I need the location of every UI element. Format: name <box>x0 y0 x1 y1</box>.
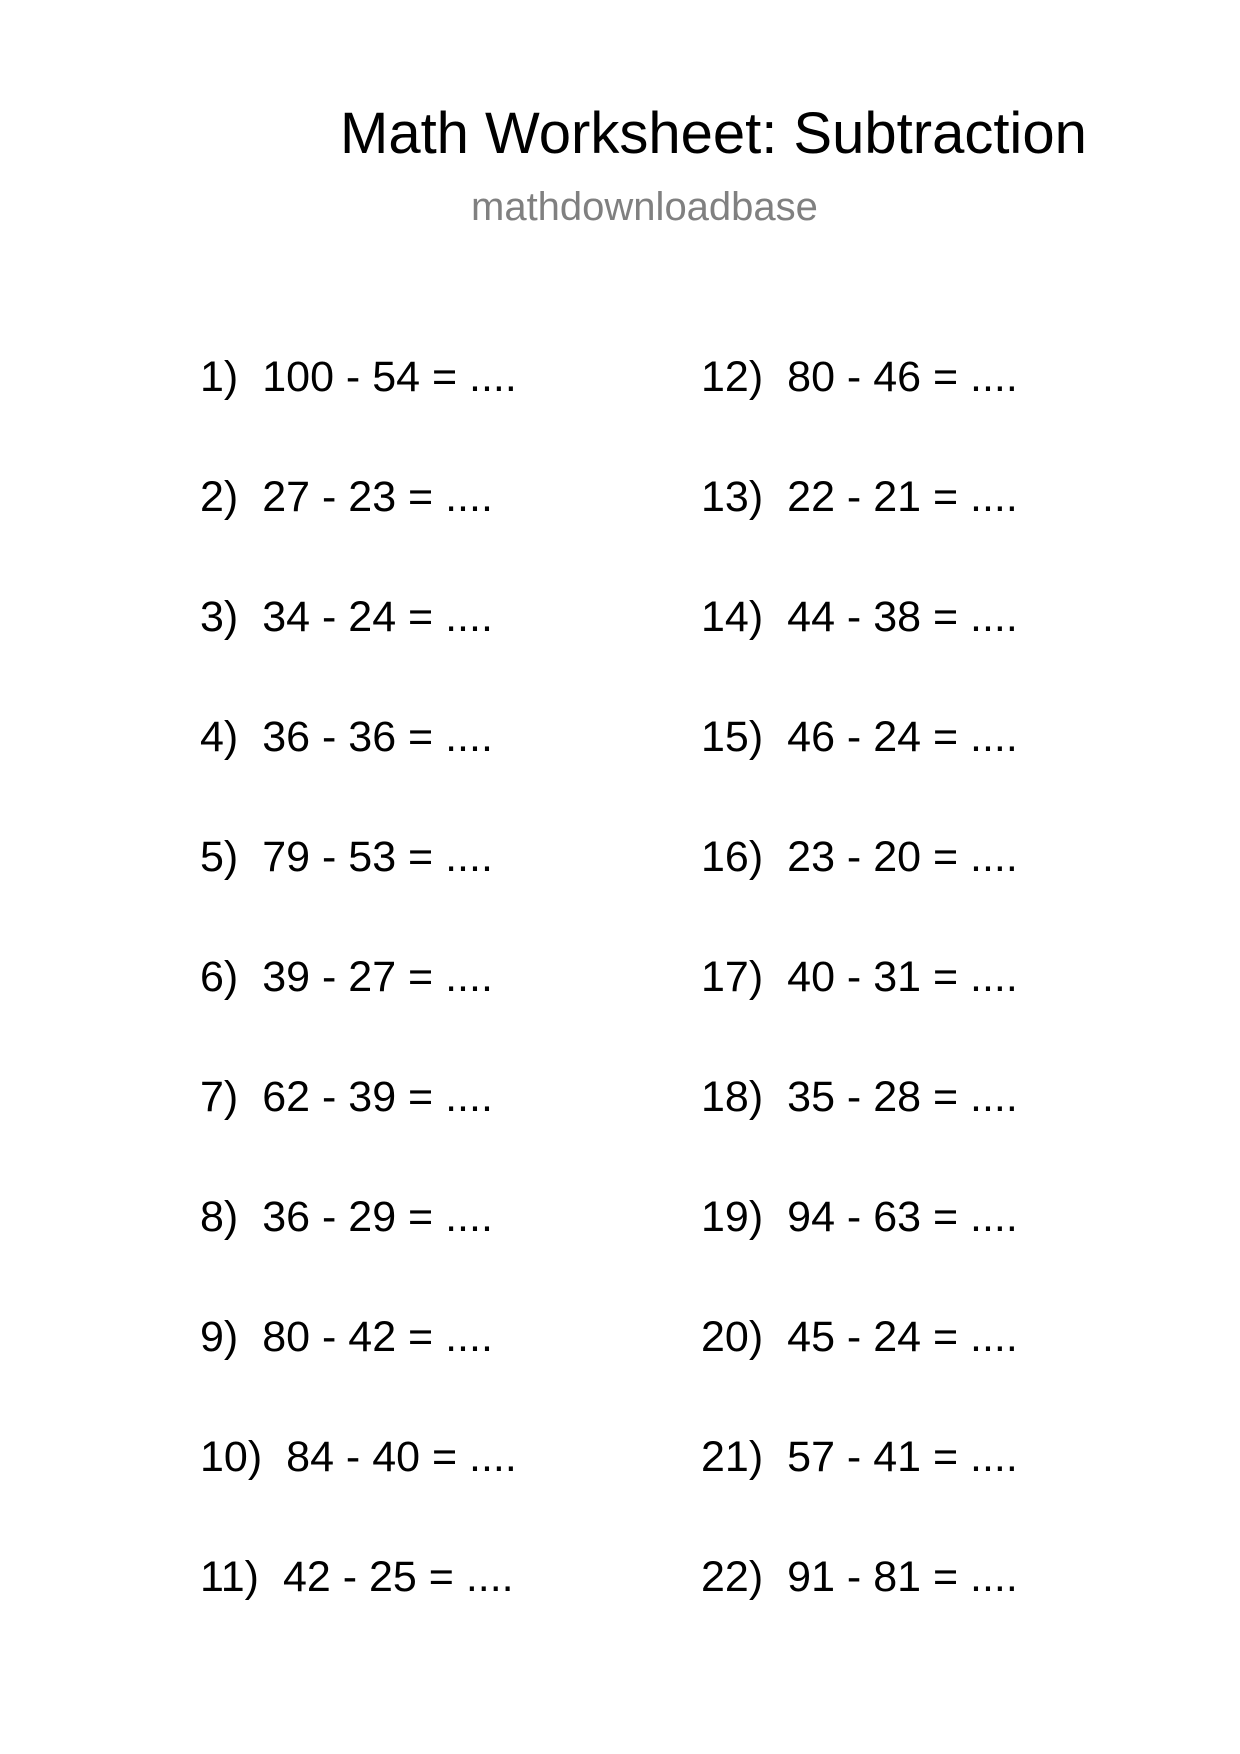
problem-item <box>200 1307 517 1427</box>
problem-expression: 57 - 41 = .... <box>787 1433 1018 1481</box>
problem-item <box>200 707 517 827</box>
problem-expression: 39 - 27 = .... <box>262 953 493 1001</box>
problem-item <box>200 1067 517 1187</box>
problem-number: 18) <box>701 1073 764 1121</box>
problem-expression: 36 - 29 = .... <box>262 1193 493 1241</box>
problem-number: 4) <box>200 713 239 761</box>
problem-expression: 100 - 54 = .... <box>262 353 517 401</box>
problem-column-left <box>200 347 517 1667</box>
problem-expression: 46 - 24 = .... <box>787 713 1018 761</box>
problem-item <box>701 347 1018 467</box>
problem-item <box>200 1187 517 1307</box>
problem-item <box>701 1307 1018 1427</box>
problem-number: 10) <box>200 1433 263 1481</box>
problem-item <box>701 1427 1018 1547</box>
problem-item <box>701 1067 1018 1187</box>
problem-expression: 79 - 53 = .... <box>262 833 493 881</box>
problem-column-right <box>701 347 1018 1667</box>
problem-number: 12) <box>701 353 764 401</box>
problem-expression: 94 - 63 = .... <box>787 1193 1018 1241</box>
page-subtitle: mathdownloadbase <box>471 185 818 229</box>
problem-expression: 44 - 38 = .... <box>787 593 1018 641</box>
problem-expression: 22 - 21 = .... <box>787 473 1018 521</box>
problem-number: 19) <box>701 1193 764 1241</box>
problem-expression: 62 - 39 = .... <box>262 1073 493 1121</box>
problem-item <box>701 587 1018 707</box>
problem-item <box>200 1427 517 1547</box>
problem-item <box>200 827 517 947</box>
problem-expression: 42 - 25 = .... <box>282 1553 514 1601</box>
problem-item <box>701 1187 1018 1307</box>
problem-number: 5) <box>200 833 239 881</box>
problem-item <box>701 827 1018 947</box>
problem-expression: 80 - 46 = .... <box>787 353 1018 401</box>
problem-number: 8) <box>200 1193 239 1241</box>
problem-expression: 35 - 28 = .... <box>787 1073 1018 1121</box>
problem-expression: 84 - 40 = .... <box>286 1433 517 1481</box>
problem-expression: 80 - 42 = .... <box>262 1313 493 1361</box>
problem-expression: 34 - 24 = .... <box>262 593 493 641</box>
problem-number: 2) <box>200 473 239 521</box>
problem-item <box>701 707 1018 827</box>
problem-expression: 27 - 23 = .... <box>262 473 493 521</box>
page-title: Math Worksheet: Subtraction <box>340 101 1087 166</box>
problem-item <box>701 467 1018 587</box>
problem-number: 9) <box>200 1313 239 1361</box>
problem-item <box>200 947 517 1067</box>
problem-number: 17) <box>701 953 764 1001</box>
problem-item <box>200 347 517 467</box>
problem-number: 3) <box>200 593 239 641</box>
problem-expression: 45 - 24 = .... <box>787 1313 1018 1361</box>
problem-number: 13) <box>701 473 764 521</box>
problem-expression: 23 - 20 = .... <box>787 833 1018 881</box>
problem-item <box>200 587 517 707</box>
problem-number: 22) <box>701 1553 764 1601</box>
problem-number: 21) <box>701 1433 764 1481</box>
problem-item <box>200 1547 517 1667</box>
problem-item <box>701 947 1018 1067</box>
problem-number: 11) <box>200 1553 259 1601</box>
problem-expression: 36 - 36 = .... <box>262 713 493 761</box>
problem-item <box>200 467 517 587</box>
problem-number: 1) <box>200 353 239 401</box>
problem-item <box>701 1547 1018 1667</box>
problem-number: 16) <box>701 833 764 881</box>
problem-number: 14) <box>701 593 764 641</box>
problem-number: 6) <box>200 953 239 1001</box>
problem-expression: 40 - 31 = .... <box>787 953 1018 1001</box>
problem-number: 20) <box>701 1313 764 1361</box>
problem-expression: 91 - 81 = .... <box>787 1553 1018 1601</box>
problem-number: 7) <box>200 1073 239 1121</box>
problem-number: 15) <box>701 713 764 761</box>
